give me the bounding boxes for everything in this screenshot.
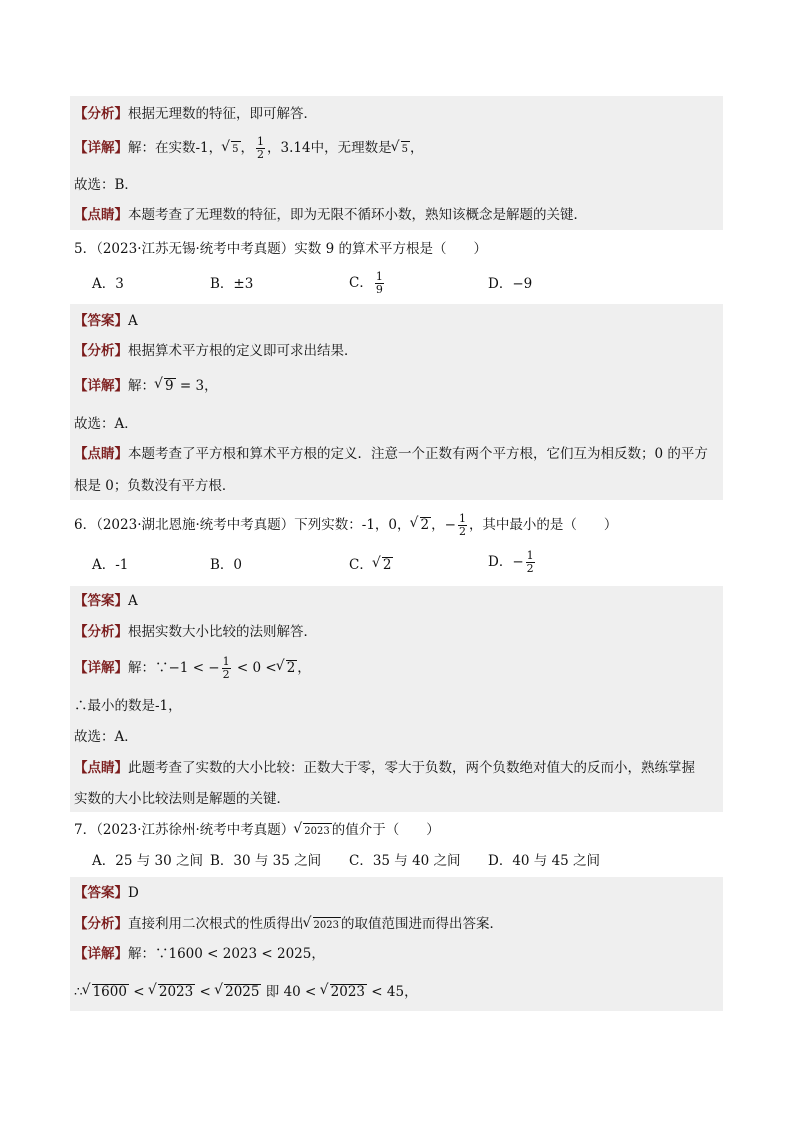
question-5-stem: 5．（2023·江苏无锡·统考中考真题）实数 9 的算术平方根是（ ） [74,241,487,257]
fraction-denominator: 2 [257,148,265,161]
analysis-tag: 【分析】 [74,343,128,359]
sqrt-expression: √ 5 [231,141,240,157]
comment-line [74,758,695,778]
detail-text: < 0 < [232,660,277,676]
option-label: C． [349,275,373,291]
stem-text: ，其中最小的是（ ） [468,517,618,533]
comment-tag: 【点睛】 [74,446,128,462]
fraction-denominator: 9 [375,283,383,296]
q5-option-d: D．−9 [488,276,533,292]
comment-tag: 【点睛】 [74,760,128,776]
detail-line [74,944,325,964]
q5-option-c [349,271,386,296]
fraction [222,656,231,681]
detail-text: 解： [128,378,155,394]
relation-text: < [128,984,149,1000]
q6-option-b: B．0 [210,557,243,573]
comment-text: 本题考查了平方根和算术平方根的定义．注意一个正数有两个平方根，它们互为相反数；0 的平方 [128,446,708,462]
sqrt-expression: √ 1600 [92,984,129,1000]
sqrt-expression: √ 9 [164,378,176,394]
analysis-text: 根据算术平方根的定义即可求出结果． [128,343,358,359]
analysis-tag: 【分析】 [74,916,128,932]
comment-text: 此题考查了实数的大小比较：正数大于零，零大于负数，两个负数绝对值大的反而小，熟练掌握 [128,760,695,776]
fraction-numerator: 1 [257,135,265,148]
relation-text: < 45， [367,984,418,1000]
option-label: C． [349,557,373,573]
detail-line [74,136,423,161]
answer-value: A [128,313,138,329]
question-6-stem [74,513,617,538]
choice-line: 故选：A． [74,729,138,745]
stem-text: 的值介于（ ） [331,822,440,838]
detail-line [74,656,311,681]
sqrt-expression: √ 2025 [224,984,261,1000]
analysis-line [74,104,317,124]
sqrt-expression: √ 2023 [313,917,341,933]
q6-option-a: A．-1 [92,557,129,573]
q7-option-d: D．40 与 45 之间 [488,853,601,869]
answer-line [74,591,138,611]
comment-line [74,444,708,464]
detail-tag: 【详解】 [74,660,128,676]
q5-option-b: B．±3 [210,276,254,292]
fraction-numerator: 1 [375,270,383,283]
detail-tag: 【详解】 [74,946,128,962]
solution-block-q5 [70,304,723,500]
comment-line-2: 根是 0；负数没有平方根． [74,478,236,494]
q7-option-b: B．30 与 35 之间 [210,853,322,869]
therefore-line [74,982,418,1002]
q6-option-d [488,550,537,575]
analysis-line [74,622,317,642]
detail-line [74,376,218,396]
answer-value: D [128,885,139,901]
comment-text: 本题考查了无理数的特征，即为无限不循环小数，熟知该概念是解题的关键． [128,207,587,223]
detail-text: ， [409,140,424,156]
q7-option-c: C．35 与 40 之间 [349,853,461,869]
answer-line [74,311,138,331]
question-7-stem [74,820,440,840]
analysis-text: 的取值范围进而得出答案． [340,916,503,932]
answer-tag: 【答案】 [74,885,128,901]
analysis-line [74,914,503,934]
fraction [526,550,535,575]
comment-line-2: 实数的大小比较法则是解题的关键． [74,791,290,807]
sqrt-expression: √ 2023 [158,984,195,1000]
answer-value: A [128,593,138,609]
fraction-denominator: 2 [458,525,466,538]
sqrt-expression: √ 2023 [330,984,367,1000]
detail-text: = 3， [175,378,218,394]
q7-option-a: A．25 与 30 之间 [92,853,203,869]
fraction [256,136,265,161]
stem-text: 7．（2023·江苏徐州·统考中考真题） [74,822,295,838]
sqrt-expression: √ 2 [420,517,432,533]
detail-text: 解：∵−1 < − [128,660,220,676]
detail-text: 解：∵1600 < 2023 < 2025， [128,946,325,962]
answer-line [74,883,139,903]
detail-text: ， [240,140,255,156]
sqrt-expression: √ 2023 [303,823,331,839]
q5-option-a: A．3 [92,276,124,292]
detail-tag: 【详解】 [74,378,128,394]
answer-tag: 【答案】 [74,313,128,329]
fraction-numerator: 1 [526,549,534,562]
fraction-denominator: 2 [222,668,230,681]
therefore-symbol: ∴ [74,984,83,1000]
sqrt-expression: √ 2 [286,660,298,676]
fraction [375,271,384,296]
analysis-tag: 【分析】 [74,624,128,640]
option-label: D．− [488,554,524,570]
detail-text: ，3.14中，无理数是 [267,140,392,156]
relation-text: 即 40 < [261,984,321,1000]
comment-tag: 【点睛】 [74,207,128,223]
analysis-text: 根据实数大小比较的法则解答． [128,624,317,640]
analysis-text: 根据无理数的特征，即可解答． [128,106,317,122]
stem-text: 6．（2023·湖北恩施·统考中考真题）下列实数：-1，0， [74,517,411,533]
fraction-numerator: 1 [458,512,466,525]
fraction-denominator: 2 [526,562,534,575]
analysis-text: 直接利用二次根式的性质得出 [128,916,304,932]
detail-text: 解：在实数-1， [128,140,223,156]
detail-text: ， [297,660,311,676]
relation-text: < [195,984,216,1000]
sqrt-expression: √ 5 [401,141,410,157]
analysis-line [74,341,358,361]
analysis-tag: 【分析】 [74,106,128,122]
answer-tag: 【答案】 [74,593,128,609]
choice-line: 故选：B． [74,177,138,193]
choice-line: 故选：A． [74,416,138,432]
sqrt-expression: √ 2 [382,557,394,573]
therefore-line: ∴最小的数是-1， [74,698,182,714]
detail-tag: 【详解】 [74,140,128,156]
fraction [458,513,467,538]
stem-text: ，− [431,517,456,533]
fraction-numerator: 1 [222,655,230,668]
q6-option-c [349,555,393,575]
comment-line [74,205,587,225]
